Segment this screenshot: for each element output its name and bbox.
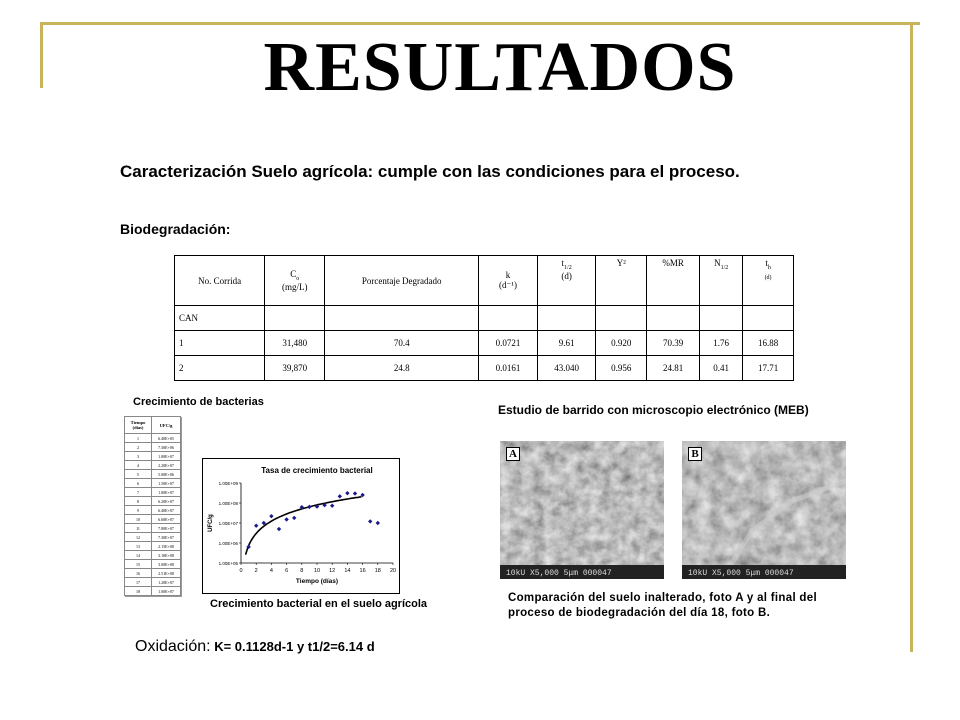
slide-title: RESULTADOS — [263, 29, 737, 106]
ufc-row — [125, 434, 181, 443]
x-tick-label: 2 — [254, 568, 258, 574]
table-cell — [325, 306, 479, 331]
ufc-cell: 10 — [125, 515, 152, 524]
ufc-cell: 11 — [125, 524, 152, 533]
x-tick-label: 10 — [313, 568, 321, 574]
table-cell: 2 — [175, 356, 265, 381]
oxidation-value: K= 0.1128d-1 y t1/2=6.14 d — [210, 639, 375, 654]
ufc-cell: 13 — [125, 542, 152, 551]
ufc-cell: 6.60E+07 — [152, 515, 181, 524]
oxidation-result — [135, 638, 375, 656]
data-point — [254, 524, 258, 528]
ufc-cell: 1.00E+07 — [152, 452, 181, 461]
data-point — [307, 505, 311, 509]
ufc-cell: 1.00E+07 — [152, 587, 181, 596]
photo-a-stamp: 10kU X5,000 5μm 000047 — [506, 569, 612, 578]
data-point — [330, 504, 334, 508]
header-th: $t_h$ (d) — [743, 256, 794, 306]
ufc-cell: 2.51E+08 — [152, 569, 181, 578]
ufc-cell: 2 — [125, 443, 152, 452]
x-tick-label: 16 — [359, 568, 366, 574]
ufc-cell: 15 — [125, 560, 152, 569]
ufc-cell: 8 — [125, 497, 152, 506]
y-tick-label: 1.00E+09 — [218, 481, 238, 486]
ufc-cell: 7.30E+07 — [152, 533, 181, 542]
ufc-cell: 5 — [125, 470, 152, 479]
header-n12: $N_{1/2}$ — [700, 256, 743, 306]
table-row — [175, 331, 794, 356]
table-cell: 31,480 — [265, 331, 325, 356]
ufc-row — [125, 578, 181, 587]
table-cell: 17.71 — [743, 356, 794, 381]
trendline — [246, 497, 362, 555]
table-cell — [743, 306, 794, 331]
sem-texture-b — [682, 441, 846, 579]
ufc-cell: 7 — [125, 488, 152, 497]
table-cell — [647, 306, 700, 331]
ufc-row — [125, 452, 181, 461]
bacteria-growth-label: Crecimiento de bacterias — [133, 396, 264, 408]
x-tick-label: 8 — [300, 568, 304, 574]
header-c0: $C_o$ (mg/L) — [265, 256, 325, 306]
header-mr: %MR — [647, 256, 700, 306]
data-point — [376, 521, 380, 525]
ufc-cell: 12 — [125, 533, 152, 542]
table-cell: 24.8 — [325, 356, 479, 381]
table-cell: 0.0721 — [479, 331, 538, 356]
table-cell — [700, 306, 743, 331]
ufc-cell: 6.20E+07 — [152, 497, 181, 506]
x-tick-label: 6 — [285, 568, 289, 574]
ufc-row — [125, 524, 181, 533]
ufc-table — [124, 416, 181, 596]
ufc-cell: 1.50E+07 — [152, 479, 181, 488]
growth-chart-box — [202, 458, 400, 594]
data-point — [269, 514, 273, 518]
header-porcentaje: Porcentaje Degradado — [325, 256, 479, 306]
table-cell: 70.39 — [647, 331, 700, 356]
ufc-row — [125, 470, 181, 479]
table-cell: 0.920 — [596, 331, 647, 356]
ufc-cell: 6.40E+07 — [152, 506, 181, 515]
sem-photo-a — [500, 441, 664, 579]
ufc-cell: 6.40E+05 — [152, 434, 181, 443]
table-cell: 9.61 — [537, 331, 596, 356]
x-tick-label: 12 — [329, 568, 336, 574]
data-point — [345, 491, 349, 495]
sem-photo-b — [682, 441, 846, 579]
meb-caption: Comparación del suelo inalterado, foto A y al final del proceso de biodegradación del día 18, foto B. — [508, 592, 817, 619]
ufc-cell: 1.80E+07 — [152, 488, 181, 497]
ufc-header-row — [125, 417, 181, 434]
table-cell: 24.81 — [647, 356, 700, 381]
table-cell — [265, 306, 325, 331]
ufc-row — [125, 479, 181, 488]
table-cell: 43.040 — [537, 356, 596, 381]
data-point — [368, 519, 372, 523]
table-cell — [537, 306, 596, 331]
data-point — [277, 527, 281, 531]
ufc-cell: 9 — [125, 506, 152, 515]
oxidation-label: Oxidación: — [135, 638, 211, 655]
ufc-cell: 3.10E+08 — [152, 551, 181, 560]
table-cell: CAN — [175, 306, 265, 331]
x-tick-label: 4 — [269, 568, 273, 574]
header-k: k (d⁻¹) — [479, 256, 538, 306]
table-cell: 39,870 — [265, 356, 325, 381]
ufc-row — [125, 560, 181, 569]
table-cell: 0.0161 — [479, 356, 538, 381]
ufc-cell: 18 — [125, 587, 152, 596]
y-axis-label: UFC/g — [208, 514, 214, 532]
ufc-cell: 1 — [125, 434, 152, 443]
y-tick-label: 1.00E+06 — [218, 541, 238, 546]
ufc-cell: 7.30E+06 — [152, 443, 181, 452]
header-t12: $t_{1/2}$ (d) — [537, 256, 596, 306]
ufc-row — [125, 497, 181, 506]
table-cell: 1 — [175, 331, 265, 356]
chart-title: Tasa de crecimiento bacterial — [261, 466, 373, 475]
ufc-row — [125, 542, 181, 551]
x-tick-label: 0 — [239, 568, 243, 574]
results-table — [174, 255, 794, 381]
growth-chart — [203, 459, 399, 593]
meb-study-label: Estudio de barrido con microscopio electrónico (MEB) — [498, 403, 809, 417]
ufc-cell: 5.00E+06 — [152, 470, 181, 479]
sem-texture-a — [500, 441, 664, 579]
ufc-cell: 6 — [125, 479, 152, 488]
frame-right-line — [910, 22, 913, 652]
ufc-row — [125, 551, 181, 560]
x-tick-label: 14 — [344, 568, 351, 574]
ufc-header-ufc: UFC/g — [152, 417, 181, 434]
biodegradation-label: Biodegradación: — [120, 221, 231, 237]
table-cell: 16.88 — [743, 331, 794, 356]
y-tick-label: 1.00E+05 — [218, 561, 238, 566]
ufc-row — [125, 515, 181, 524]
ufc-header-tiempo: Tiempo (días) — [125, 417, 152, 434]
data-point — [353, 491, 357, 495]
results-header-row — [175, 256, 794, 306]
photo-b-tag: B — [688, 447, 702, 461]
data-point — [338, 494, 342, 498]
ufc-cell: 17 — [125, 578, 152, 587]
ufc-cell: 1.20E+07 — [152, 578, 181, 587]
x-tick-label: 18 — [374, 568, 381, 574]
ufc-row — [125, 461, 181, 470]
frame-top-line — [40, 22, 920, 25]
ufc-cell: 3.00E+08 — [152, 560, 181, 569]
chart-caption: Crecimiento bacterial en el suelo agrícola — [210, 598, 428, 610]
ufc-row — [125, 533, 181, 542]
ufc-cell: 2.20E+07 — [152, 461, 181, 470]
ufc-row — [125, 443, 181, 452]
data-point — [284, 517, 288, 521]
ufc-cell: 14 — [125, 551, 152, 560]
table-cell: 0.956 — [596, 356, 647, 381]
ufc-table-body — [125, 417, 181, 596]
ufc-cell: 3 — [125, 452, 152, 461]
ufc-cell: 4 — [125, 461, 152, 470]
data-point — [292, 516, 296, 520]
table-cell: 70.4 — [325, 331, 479, 356]
photo-b-stamp: 10kU X5,000 5μm 000047 — [688, 569, 794, 578]
ufc-row — [125, 488, 181, 497]
ufc-row — [125, 569, 181, 578]
ufc-cell: 2.15E+08 — [152, 542, 181, 551]
header-corrida: No. Corrida — [175, 256, 265, 306]
y-tick-label: 1.00E+07 — [218, 521, 238, 526]
ufc-cell: 7.80E+07 — [152, 524, 181, 533]
table-cell: 0.41 — [700, 356, 743, 381]
table-cell — [479, 306, 538, 331]
table-cell — [596, 306, 647, 331]
ufc-row — [125, 587, 181, 596]
table-cell: 1.76 — [700, 331, 743, 356]
ufc-row — [125, 506, 181, 515]
x-tick-label: 20 — [389, 568, 397, 574]
y-tick-label: 1.00E+08 — [218, 501, 238, 506]
header-r2: Y² — [596, 256, 647, 306]
soil-characterization-text: Caracterización Suelo agrícola: cumple con las condiciones para el proceso. — [120, 162, 740, 181]
table-row — [175, 306, 794, 331]
photo-a-tag: A — [506, 447, 520, 461]
table-row — [175, 356, 794, 381]
x-axis-label: Tiempo (días) — [295, 578, 339, 585]
ufc-cell: 16 — [125, 569, 152, 578]
